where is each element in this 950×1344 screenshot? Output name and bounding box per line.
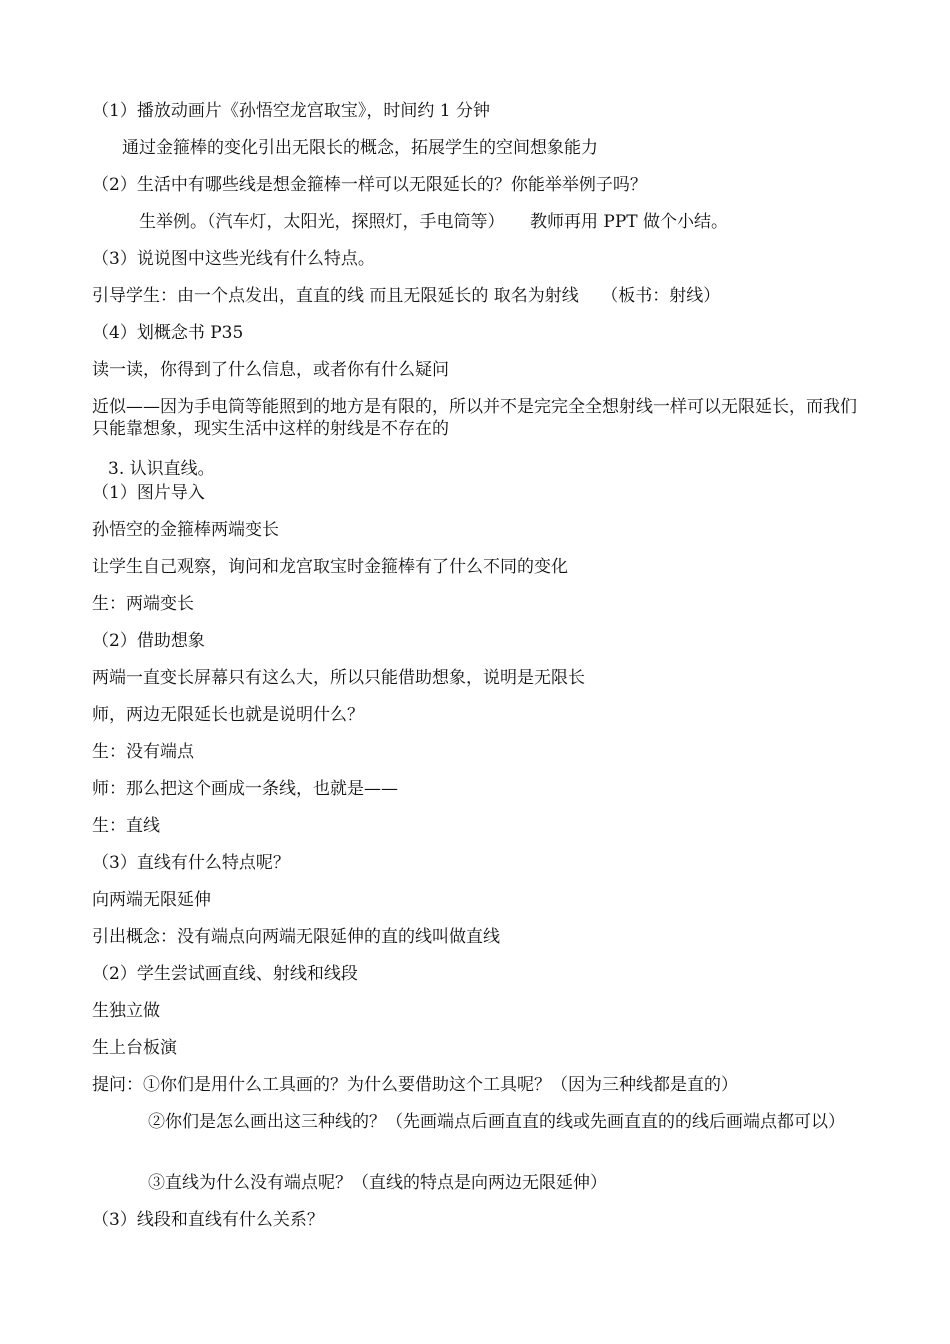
paragraph-5: （3）说说图中这些光线有什么特点。	[92, 249, 375, 269]
paragraph-28: ②你们是怎么画出这三种线的？（先画端点后画直直的线或先画直直的的线后画端点都可以）	[148, 1112, 845, 1132]
paragraph-29: ③直线为什么没有端点呢？（直线的特点是向两边无限延伸）	[148, 1173, 607, 1193]
paragraph-9: 近似——因为手电筒等能照到的地方是有限的，所以并不是完完全全想射线一样可以无限延长，而我们只能靠想象，现实生活中这样的射线是不存在的	[92, 397, 857, 439]
paragraph-7: （4）划概念书 P35	[92, 323, 244, 343]
paragraph-2: 通过金箍棒的变化引出无限长的概念，拓展学生的空间想象能力	[122, 138, 598, 158]
paragraph-19: 师：那么把这个画成一条线，也就是——	[92, 779, 398, 799]
paragraph-24: （2）学生尝试画直线、射线和线段	[92, 964, 358, 984]
paragraph-27: 提问：①你们是用什么工具画的？为什么要借助这个工具呢？（因为三种线都是直的）	[92, 1075, 738, 1095]
paragraph-1: （1）播放动画片《孙悟空龙宫取宝》，时间约 1 分钟	[92, 101, 490, 121]
paragraph-22: 向两端无限延伸	[92, 890, 211, 910]
paragraph-30: （3）线段和直线有什么关系？	[92, 1210, 324, 1230]
paragraph-16: 两端一直变长屏幕只有这么大，所以只能借助想象，说明是无限长	[92, 668, 585, 688]
paragraph-23: 引出概念：没有端点向两端无限延伸的直的线叫做直线	[92, 927, 500, 947]
paragraph-6: 引导学生：由一个点发出，直直的线 而且无限延长的 取名为射线 （板书：射线）	[92, 286, 721, 306]
paragraph-26: 生上台板演	[92, 1038, 177, 1058]
paragraph-14: 生：两端变长	[92, 594, 194, 614]
paragraph-17: 师，两边无限延长也就是说明什么？	[92, 705, 364, 725]
paragraph-21: （3）直线有什么特点呢？	[92, 853, 290, 873]
paragraph-3: （2）生活中有哪些线是想金箍棒一样可以无限延长的？你能举举例子吗？	[92, 175, 647, 195]
paragraph-20: 生：直线	[92, 816, 160, 836]
paragraph-11: （1）图片导入	[92, 483, 205, 503]
paragraph-15: （2）借助想象	[92, 631, 205, 651]
section-heading: 3. 认识直线。	[108, 459, 215, 479]
paragraph-12: 孙悟空的金箍棒两端变长	[92, 520, 279, 540]
paragraph-8: 读一读，你得到了什么信息，或者你有什么疑问	[92, 360, 449, 380]
paragraph-4: 生举例。（汽车灯，太阳光，探照灯，手电筒等） 教师再用 PPT 做个小结。	[139, 212, 729, 232]
paragraph-25: 生独立做	[92, 1001, 160, 1021]
paragraph-13: 让学生自己观察，询问和龙宫取宝时金箍棒有了什么不同的变化	[92, 557, 568, 577]
paragraph-18: 生：没有端点	[92, 742, 194, 762]
